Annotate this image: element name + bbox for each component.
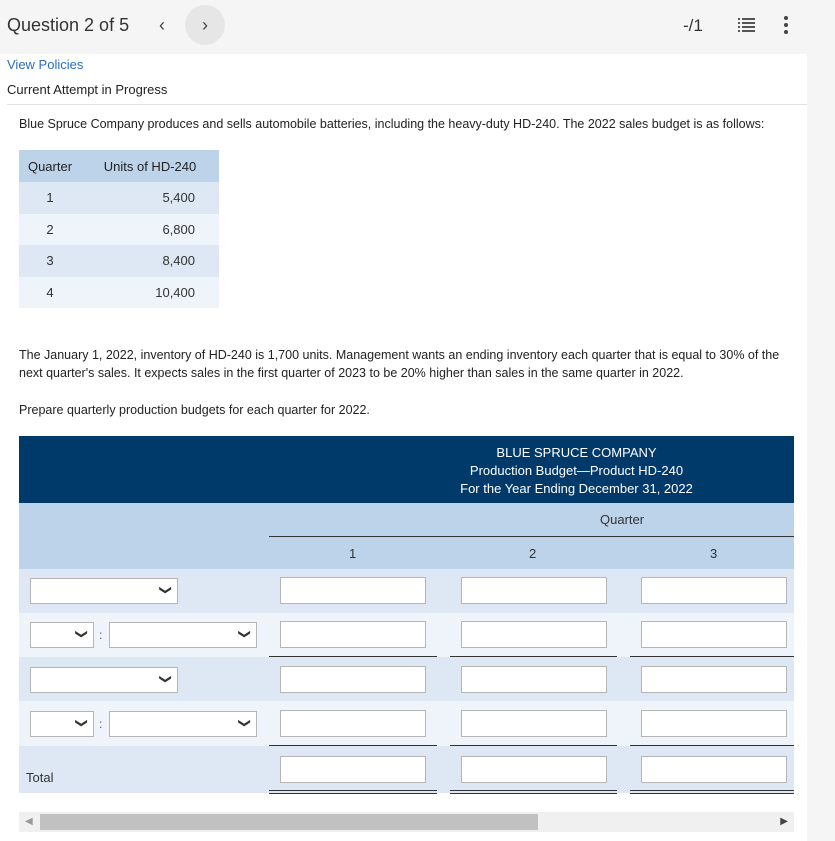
budget-period: For the Year Ending December 31, 2022: [460, 481, 693, 496]
chevron-down-icon: ❯: [237, 628, 252, 640]
horizontal-scrollbar[interactable]: [19, 812, 794, 832]
scrollbar-thumb[interactable]: [40, 814, 538, 830]
sales-header-quarter: Quarter: [19, 150, 81, 182]
row4-q3-input[interactable]: [641, 710, 787, 737]
row4-underline: [630, 745, 794, 746]
row4-underline: [450, 745, 617, 746]
total-q3-input[interactable]: [641, 756, 787, 783]
more-options-icon[interactable]: [780, 14, 792, 36]
row4-underline: [269, 745, 437, 746]
instruction-text: Prepare quarterly production budgets for each quarter for 2022.: [19, 403, 370, 417]
scroll-left-icon[interactable]: ◀: [25, 816, 33, 827]
sales-quarter-cell: 2: [19, 214, 81, 246]
right-gutter: [807, 54, 835, 841]
sales-units-cell: 8,400: [81, 245, 219, 277]
total-double-underline: [630, 793, 794, 794]
top-bar: [0, 0, 835, 54]
row1-q2-input[interactable]: [461, 577, 607, 604]
quarter-header: Quarter: [600, 512, 645, 527]
score-display: -/1: [683, 16, 703, 35]
row4-q2-input[interactable]: [461, 710, 607, 737]
table-row: [19, 245, 219, 277]
problem-intro: Blue Spruce Company produces and sells automobile batteries, including the heavy-duty HD-240. The 2022 sales budget is as follows:: [19, 117, 765, 131]
row4-operator-select[interactable]: [30, 711, 94, 737]
table-row: [19, 182, 219, 214]
row2-q3-input[interactable]: [641, 621, 787, 648]
chevron-down-icon: ❯: [158, 673, 173, 685]
divider: [7, 104, 807, 105]
total-q1-input[interactable]: [280, 756, 426, 783]
sales-units-cell: 6,800: [81, 214, 219, 246]
colon-separator: :: [99, 628, 103, 642]
column-header-q1: 1: [349, 546, 357, 561]
sales-units-cell: 10,400: [81, 277, 219, 309]
inventory-paragraph: The January 1, 2022, inventory of HD-240 is 1,700 units. Management wants an ending inventory each quarter that is equal to 30% of the next quarter's sales. It expects sales in the first quarter of 2023 to be 20% higher than sales in the same quarter in 2022.: [19, 348, 780, 380]
sales-quarter-cell: 4: [19, 277, 81, 309]
question-counter: Question 2 of 5: [7, 15, 130, 35]
row1-label-select[interactable]: [30, 578, 178, 604]
total-double-underline: [450, 790, 617, 791]
chevron-down-icon: ❯: [237, 717, 252, 729]
row2-label-select[interactable]: [109, 622, 257, 648]
table-row: [19, 277, 219, 309]
total-double-underline: [630, 790, 794, 791]
scroll-right-icon[interactable]: ▶: [780, 816, 788, 827]
table-row: [19, 214, 219, 246]
column-header-q2: 2: [529, 546, 537, 561]
total-double-underline: [450, 793, 617, 794]
chevron-down-icon: ❯: [158, 584, 173, 596]
row2-underline: [630, 656, 794, 657]
total-label: Total: [26, 770, 54, 785]
next-question-button[interactable]: ›: [185, 5, 225, 45]
budget-title: Production Budget—Product HD-240: [469, 463, 684, 478]
sales-header-units: Units of HD-240: [81, 150, 219, 182]
colon-separator: :: [99, 717, 103, 731]
sales-budget-table: [19, 150, 219, 308]
sales-quarter-cell: 3: [19, 245, 81, 277]
row4-q1-input[interactable]: [280, 710, 426, 737]
chevron-down-icon: ❯: [74, 628, 89, 640]
chevron-down-icon: ❯: [74, 717, 89, 729]
row2-operator-select[interactable]: [30, 622, 94, 648]
row1-q1-input[interactable]: [280, 577, 426, 604]
row2-q1-input[interactable]: [280, 621, 426, 648]
total-q2-input[interactable]: [461, 756, 607, 783]
total-double-underline: [269, 793, 437, 794]
sales-quarter-cell: 1: [19, 182, 81, 214]
quarter-underline: [269, 536, 794, 537]
sales-units-cell: 5,400: [81, 182, 219, 214]
total-double-underline: [269, 790, 437, 791]
attempt-status: Current Attempt in Progress: [7, 82, 168, 97]
row2-underline: [450, 656, 617, 657]
company-name: BLUE SPRUCE COMPANY: [496, 445, 657, 460]
column-header-q3: 3: [710, 546, 718, 561]
budget-header: [19, 436, 794, 503]
view-policies-link[interactable]: View Policies: [7, 57, 84, 72]
previous-question-button[interactable]: ‹: [159, 14, 165, 35]
row3-label-select[interactable]: [30, 667, 178, 693]
row3-q1-input[interactable]: [280, 666, 426, 693]
row2-underline: [269, 656, 437, 657]
row3-q3-input[interactable]: [641, 666, 787, 693]
row4-label-select[interactable]: [109, 711, 257, 737]
question-list-icon[interactable]: [737, 16, 757, 36]
row3-q2-input[interactable]: [461, 666, 607, 693]
row2-q2-input[interactable]: [461, 621, 607, 648]
row1-q3-input[interactable]: [641, 577, 787, 604]
